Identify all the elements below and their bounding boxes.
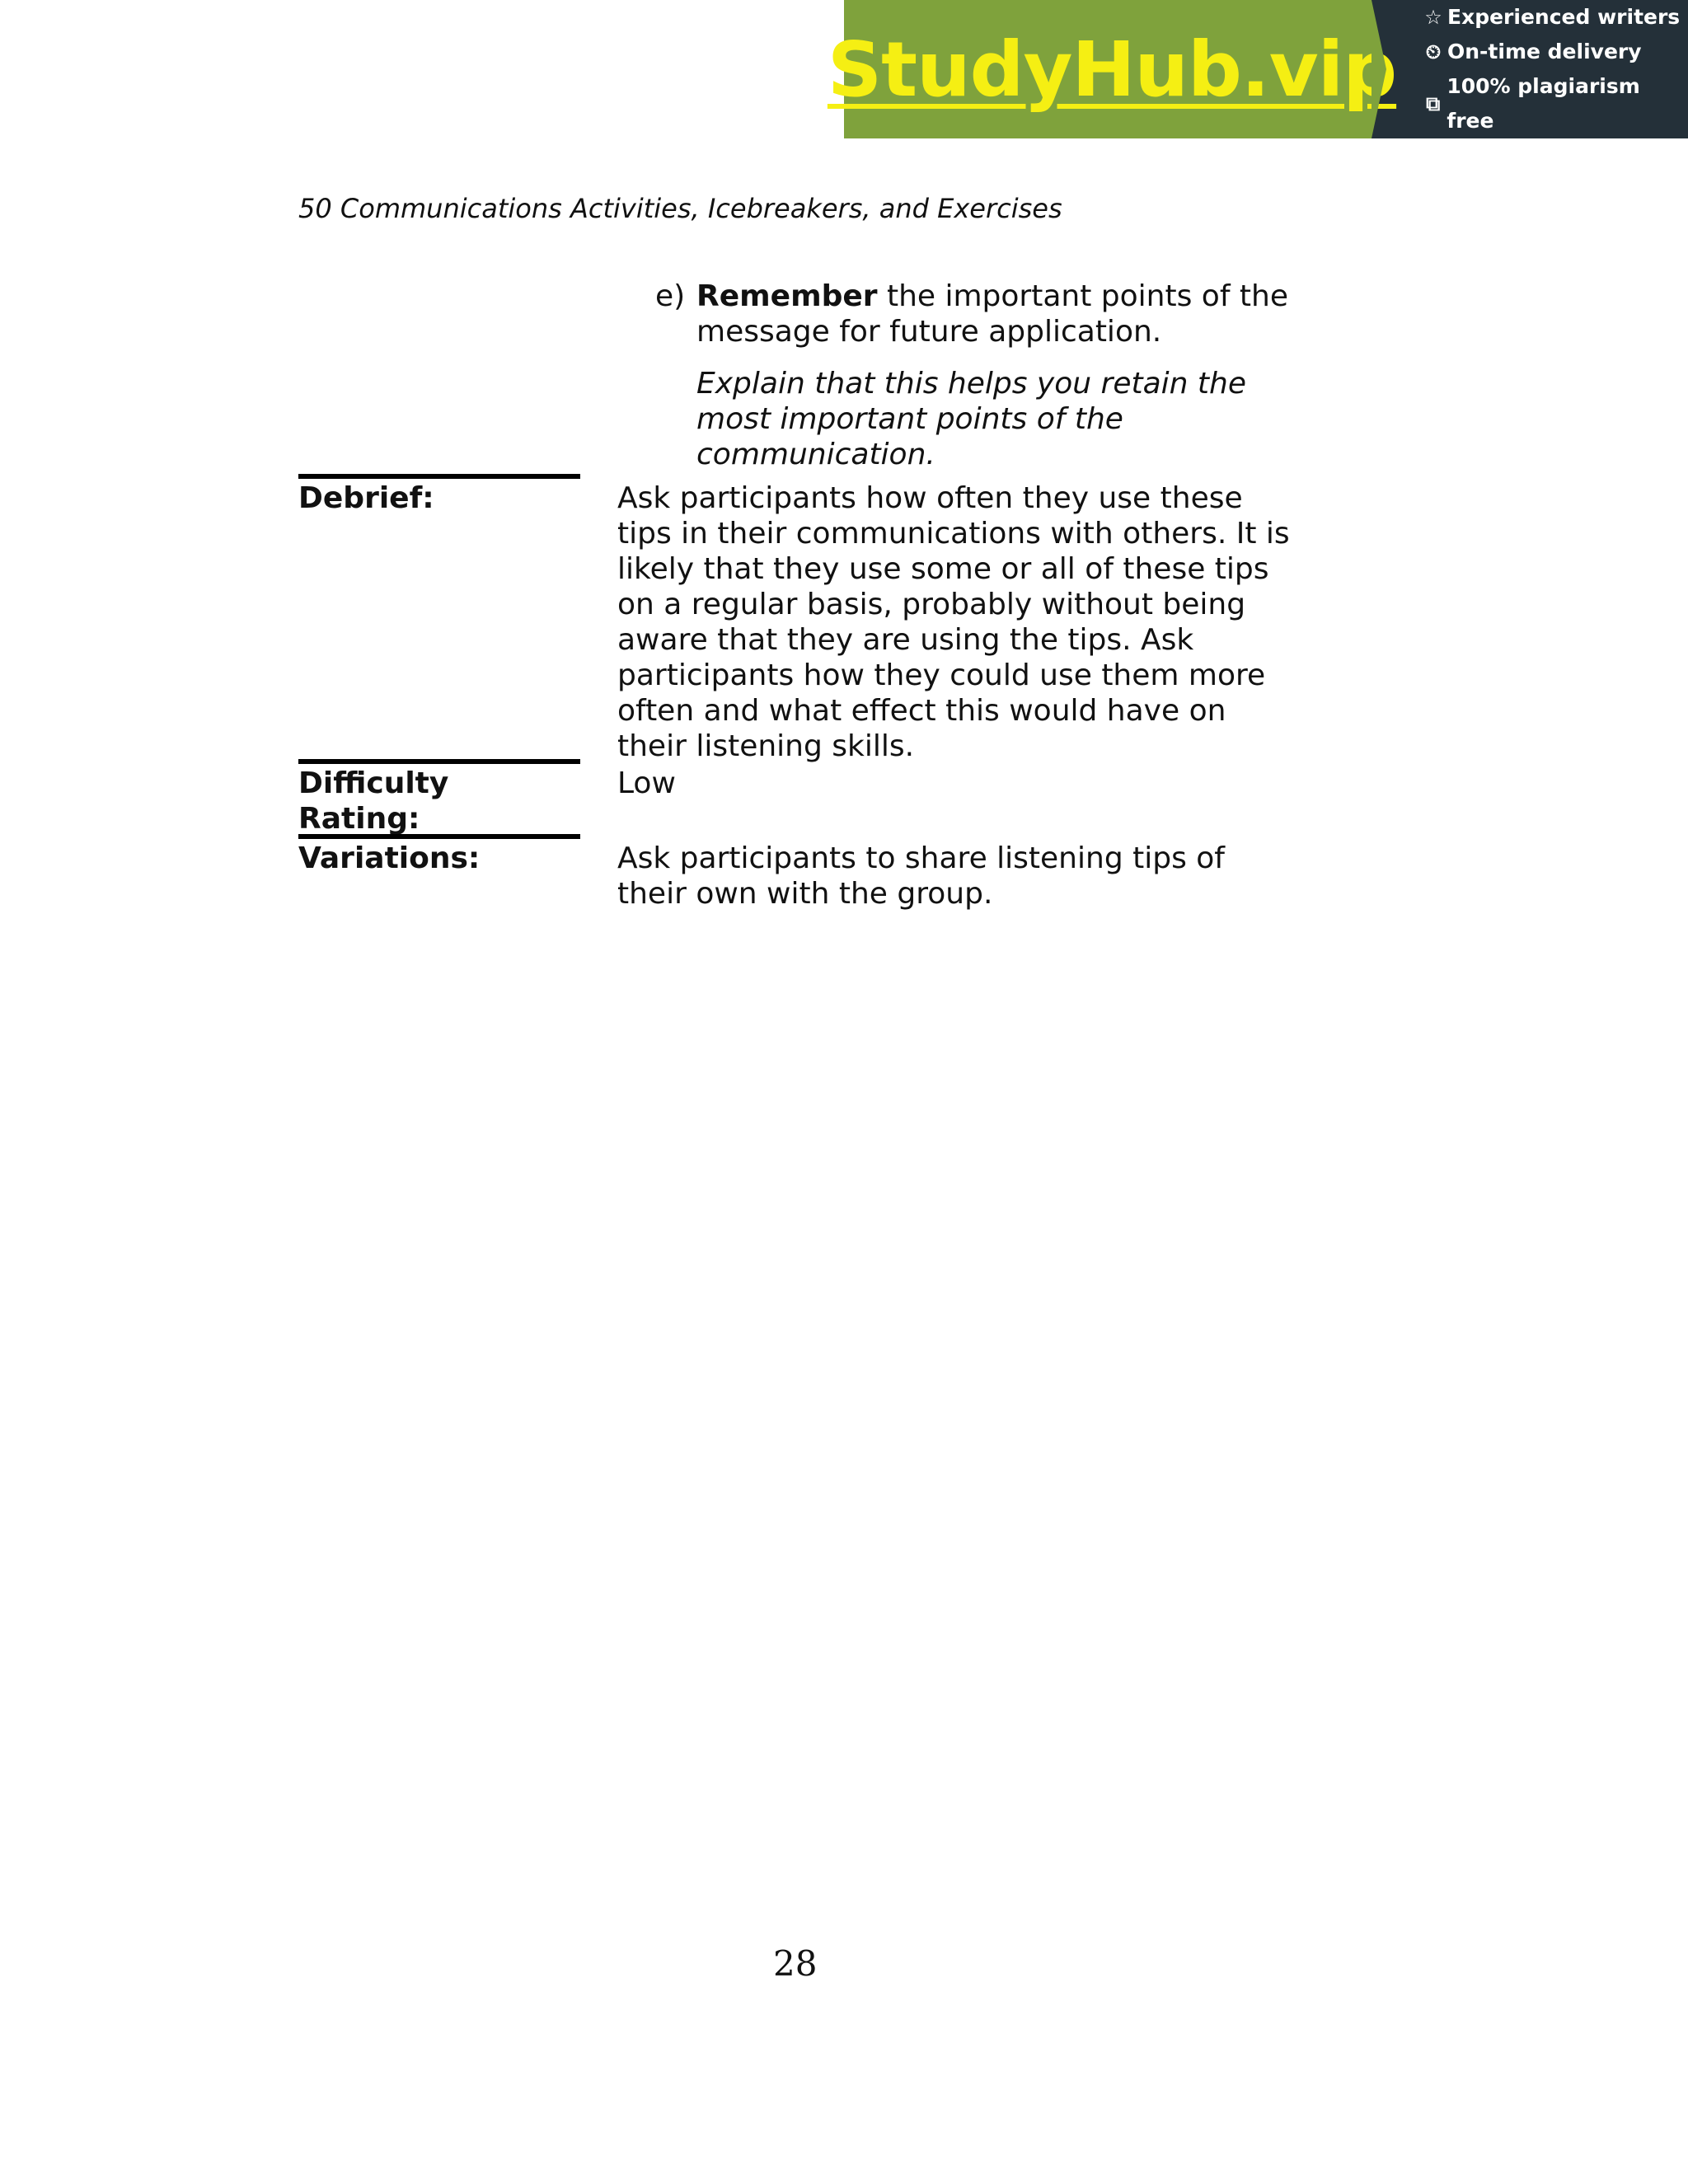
copy-icon: ⧉	[1426, 92, 1441, 115]
feature-label: 100% plagiarism free	[1447, 74, 1640, 133]
section-label: Variations:	[298, 834, 580, 876]
running-header: 50 Communications Activities, Icebreakers, and Exercises	[298, 193, 1062, 224]
feature-plagiarism-free	[1423, 69, 1688, 138]
banner-features	[1372, 0, 1688, 138]
list-item-body	[696, 279, 1315, 349]
section-label: Difficulty Rating:	[298, 759, 580, 837]
ad-banner[interactable]	[827, 0, 1688, 138]
feature-experienced-writers	[1423, 0, 1688, 35]
list-item-bold: Remember	[696, 279, 878, 313]
section-content: Low	[617, 766, 676, 800]
list-item	[655, 279, 1315, 472]
section-content: Ask participants how often they use these tips in their communications with others. It is likely that they use some or all of these tips on a regular basis, probably without being aware that they are using the tips. Ask participants how they could use them more often and what effect this would have on their listening skills.	[617, 481, 1290, 763]
clock-icon: ⏲	[1425, 40, 1442, 63]
list-item-text: the important points of the message for future application.	[696, 279, 1289, 349]
section-label: Debrief:	[298, 474, 580, 516]
list-marker: e)	[655, 279, 686, 313]
star-icon: ☆	[1424, 6, 1442, 29]
logo-text: StudyHub.vip	[827, 25, 1397, 114]
feature-label: Experienced writers	[1447, 5, 1681, 29]
feature-label: On-time delivery	[1447, 40, 1642, 63]
studyhub-logo[interactable]	[827, 0, 1397, 138]
list-item-note: Explain that this helps you retain the most important points of the communication.	[696, 367, 1246, 471]
section-content: Ask participants to share listening tips of their own with the group.	[617, 841, 1225, 911]
page-number: 28	[773, 1943, 818, 1984]
feature-on-time-delivery	[1423, 35, 1688, 69]
